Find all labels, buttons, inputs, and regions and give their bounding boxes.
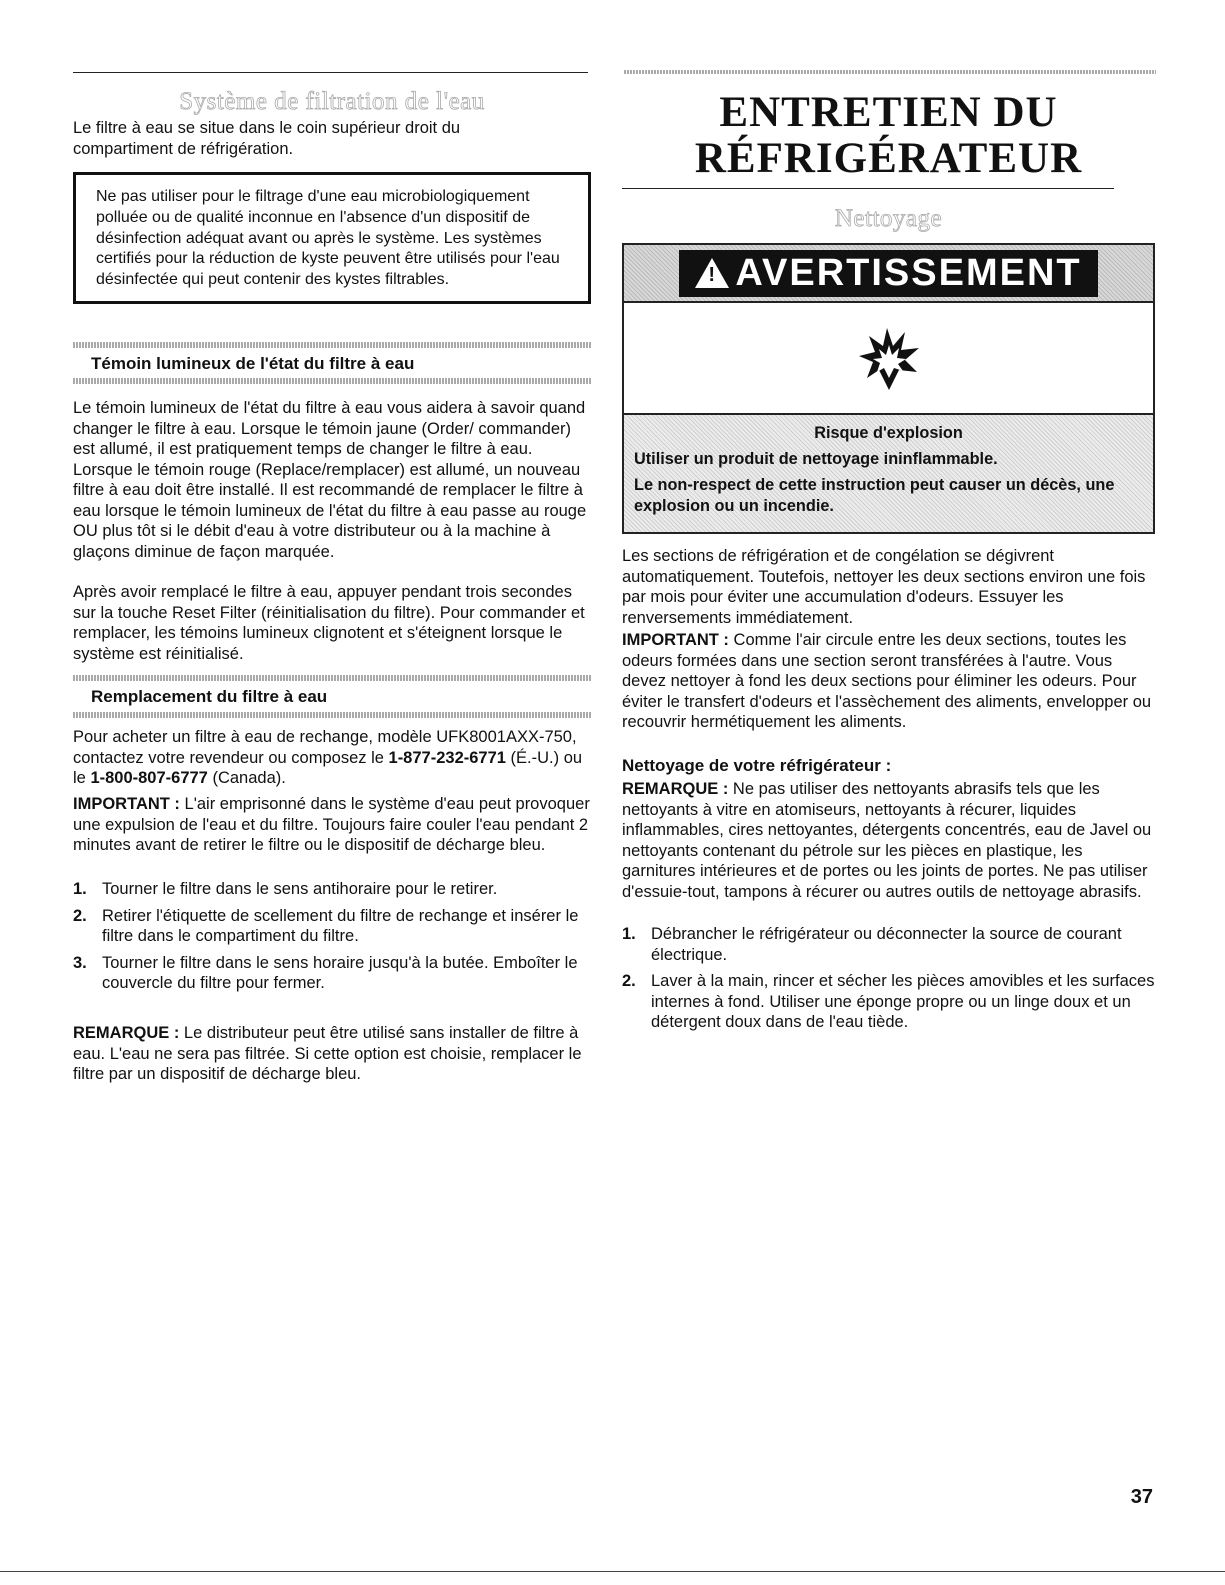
list-item bbox=[622, 924, 1155, 965]
step-number: 1. bbox=[73, 880, 87, 898]
bottom-edge-rule bbox=[0, 1571, 1225, 1572]
step-number: 2. bbox=[622, 972, 636, 990]
purchase-paragraph bbox=[73, 727, 591, 789]
reset-filter-paragraph: Après avoir remplacé le filtre à eau, appuyer pendant trois secondes sur la touche Reset Filter (réinitialisation du filtre). Pour commander et remplacer, les témoins lumineux clignotent et s'éteignent lorsque le système est réinitialisé. bbox=[73, 583, 585, 663]
subhead-1-top-rule bbox=[73, 342, 591, 348]
purchase-text-b: (É.-U.) ou le bbox=[73, 748, 583, 787]
defrost-paragraph: Les sections de réfrigération et de congélation se dégivrent automatiquement. Toutefois, nettoyer les deux sections environ une fois par mois pour éviter une accumulation d'odeurs. Essuyer les renversements immédiatement. bbox=[622, 547, 1146, 627]
purchase-text-a: Pour acheter un filtre à eau de rechange, modèle UFK8001AXX-750, contactez votre revendeur ou composez le bbox=[73, 728, 577, 767]
status-light-paragraph: Le témoin lumineux de l'état du filtre à eau vous aidera à savoir quand changer le filtre à eau. Lorsque le témoin jaune (Order/ commander) est allumé, il est pratiquement temps de changer le filtre à eau. Lorsque le témoin rouge (Replace/remplacer) est allumé, un nouveau filtre à eau doit être installé. Il est recommandé de remplacer le filtre à eau lorsque le témoin lumineux de l'état du filtre à eau passe au rouge OU plus tôt si le débit d'eau à votre distributeur ou à la machine à glaçons diminue de façon marquée. bbox=[73, 399, 587, 561]
important-text: Comme l'air circule entre les deux sections, toutes les odeurs formées dans une section seront transférées à l'autre. Vous devez nettoyer à fond les deux sections pour éliminer les odeurs. Pour éviter le transfert d'odeurs et l'assèchement des aliments, envelopper ou recouvrir hermétiquement les aliments. bbox=[622, 631, 1152, 731]
chapter-title-line-2: RÉFRIGÉRATEUR bbox=[694, 135, 1083, 182]
note-label: REMARQUE : bbox=[622, 780, 729, 798]
important-paragraph-right bbox=[622, 630, 1155, 733]
subhead-2-bottom-rule bbox=[73, 712, 591, 718]
step-text: Débrancher le réfrigérateur ou déconnecter la source de courant électrique. bbox=[651, 925, 1122, 964]
top-rule-right bbox=[624, 70, 1156, 74]
replacement-steps bbox=[73, 879, 591, 1000]
filter-status-light-heading: Témoin lumineux de l'état du filtre à eau bbox=[91, 354, 415, 373]
filter-replacement-heading: Remplacement du filtre à eau bbox=[91, 687, 328, 706]
page-number: 37 bbox=[1130, 1486, 1153, 1508]
step-number: 3. bbox=[73, 953, 87, 972]
phone-canada: 1-800-807-6777 bbox=[90, 769, 208, 787]
important-label: IMPORTANT : bbox=[622, 631, 729, 649]
step-number: 2. bbox=[73, 906, 87, 925]
warning-icon-area bbox=[624, 301, 1153, 415]
list-item bbox=[73, 879, 591, 900]
cleaning-subheading: Nettoyage de votre réfrigérateur : bbox=[622, 756, 892, 775]
title-underline bbox=[622, 188, 1114, 189]
explosion-icon bbox=[849, 318, 929, 398]
warning-instruction: Utiliser un produit de nettoyage ininflammable. bbox=[634, 450, 998, 468]
notice-text: Ne pas utiliser pour le filtrage d'une eau microbiologiquement polluée ou de qualité inconnue en l'absence d'un dispositif de désinfection adéquat avant ou après le système. Les systèmes certifiés pour la réduction de kyste peuvent être utilisés pour l'eau désinfectée qui peut contenir des kystes filtrables. bbox=[96, 188, 560, 289]
cleaning-section-title: Nettoyage bbox=[834, 205, 943, 232]
subhead-2-top-rule bbox=[73, 675, 591, 681]
warning-panel bbox=[622, 243, 1155, 534]
purchase-text-c: (Canada). bbox=[207, 769, 286, 787]
hazard-title: Risque d'explosion bbox=[814, 424, 963, 442]
water-quality-notice-box bbox=[73, 172, 591, 304]
chapter-title bbox=[622, 90, 1155, 182]
note-paragraph-right bbox=[622, 779, 1155, 902]
note-paragraph-left bbox=[73, 1023, 591, 1085]
list-item bbox=[622, 971, 1155, 1033]
water-filter-section-title: Système de filtration de l'eau bbox=[179, 88, 485, 115]
important-paragraph-left bbox=[73, 794, 591, 856]
warning-text-block bbox=[624, 415, 1153, 532]
top-rule-left bbox=[73, 72, 588, 73]
phone-us: 1-877-232-6771 bbox=[388, 748, 506, 767]
note-label: REMARQUE : bbox=[73, 1024, 180, 1042]
step-text: Retirer l'étiquette de scellement du filtre de rechange et insérer le filtre dans le compartiment du filtre. bbox=[102, 906, 579, 945]
warning-word: AVERTISSEMENT bbox=[735, 251, 1082, 294]
warning-label bbox=[679, 250, 1097, 297]
note-text: Le distributeur peut être utilisé sans installer de filtre à eau. L'eau ne sera pas filtrée. Si cette option est choisie, remplacer le filtre par un dispositif de décharge bleu. bbox=[73, 1024, 582, 1083]
important-label: IMPORTANT : bbox=[73, 795, 180, 813]
water-filter-intro: Le filtre à eau se situe dans le coin supérieur droit du compartiment de réfrigération. bbox=[73, 119, 461, 158]
warning-triangle-icon: ! bbox=[695, 258, 729, 288]
subhead-1-bottom-rule bbox=[73, 378, 591, 384]
list-item bbox=[73, 906, 591, 947]
cleaning-steps bbox=[622, 924, 1155, 1039]
warning-banner bbox=[624, 245, 1153, 301]
step-text: Laver à la main, rincer et sécher les pièces amovibles et les surfaces internes à fond. Utiliser une éponge propre ou un linge doux et un détergent doux dans de l'eau tiède. bbox=[651, 972, 1155, 1031]
step-text: Tourner le filtre dans le sens antihoraire pour le retirer. bbox=[102, 880, 498, 898]
step-number: 1. bbox=[622, 925, 636, 943]
warning-consequence: Le non-respect de cette instruction peut causer un décès, une explosion ou un incendie. bbox=[634, 476, 1115, 515]
note-text: Ne pas utiliser des nettoyants abrasifs tels que les nettoyants à vitre en atomiseurs, nettoyants à récurer, liquides inflammables, cires nettoyantes, détergents concentrés, eau de Javel ou nettoyants contenant du pétrole sur les pièces en plastique, les garnitures intérieures et de portes ou les joints de portes. Ne pas utiliser d'essuie-tout, tampons à récurer ou autres outils de nettoyage abrasifs. bbox=[622, 780, 1152, 901]
step-text: Tourner le filtre dans le sens horaire jusqu'à la butée. Emboîter le couvercle du filtre pour fermer. bbox=[102, 953, 578, 992]
list-item bbox=[73, 953, 591, 994]
chapter-title-line-1: ENTRETIEN DU bbox=[719, 89, 1058, 136]
important-text: L'air emprisonné dans le système d'eau peut provoquer une expulsion de l'eau et du filtre. Toujours faire couler l'eau pendant 2 minutes avant de retirer le filtre ou le dispositif de décharge bleu. bbox=[73, 795, 590, 854]
